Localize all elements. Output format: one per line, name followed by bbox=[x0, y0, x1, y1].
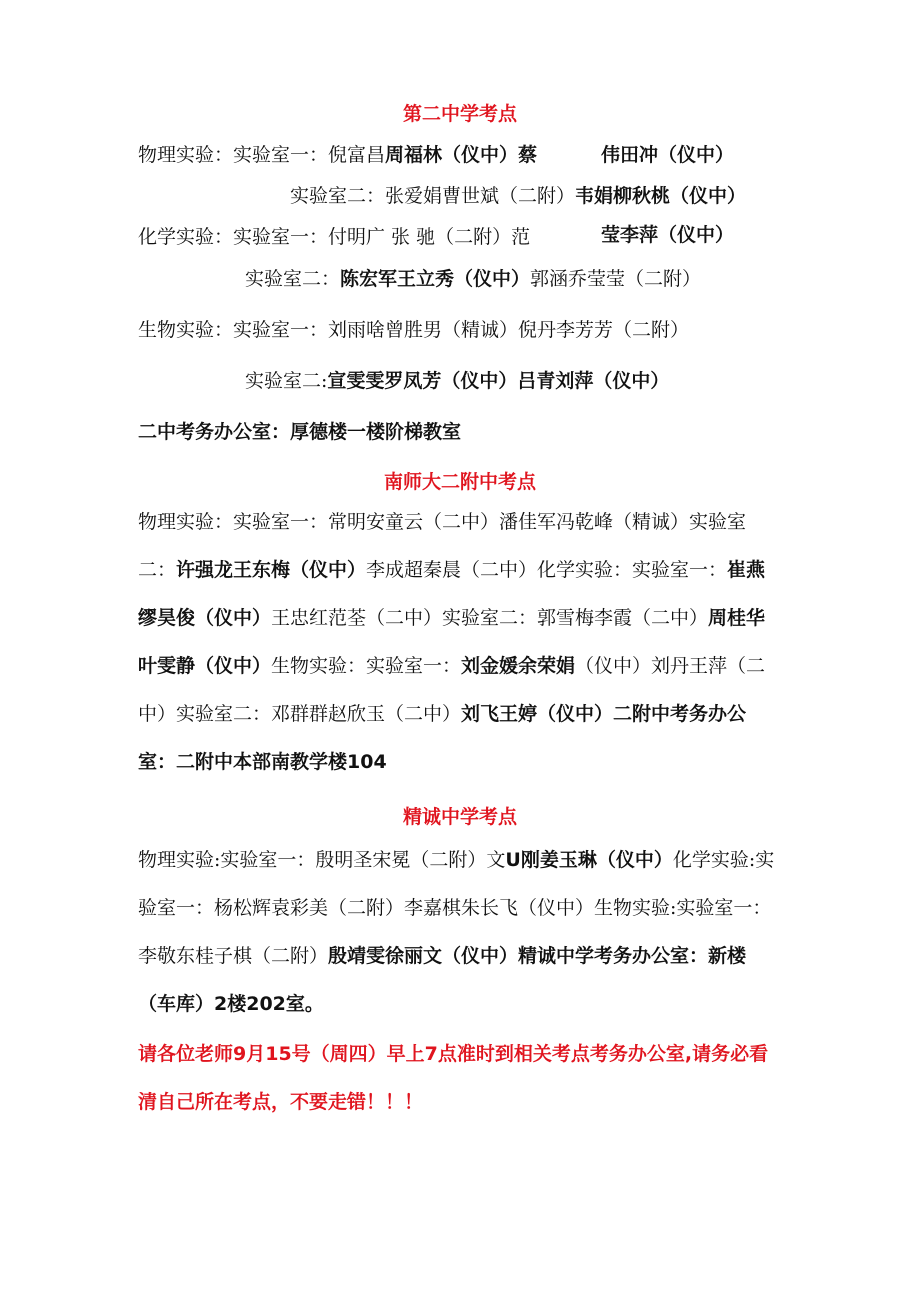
line-bio-room1: 生物实验：实验室一：刘雨啥曾胜男（精诚）倪丹李芳芳（二附） bbox=[138, 319, 690, 341]
text: （仪中）刘丹王萍（二中）实验室二：邓群群赵欣玉（二中） bbox=[138, 655, 766, 725]
text-bold: 殷靖雯徐丽文（仪中）精诚中学考务办公室：新楼（车库）2楼202室。 bbox=[138, 945, 747, 1015]
text: 化学实验:实验室一：杨松辉袁彩美（二附）李嘉棋朱长飞（仪中）生物实验:实验室一：李敬东桂子棋（二附） bbox=[138, 849, 775, 967]
line-physics-room1 bbox=[138, 140, 537, 167]
notice-text: 请各位老师9月15号（周四）早上7点准时到相关考点考务办公室,请务必看清自己所在考点，不要走错！！！ bbox=[138, 1043, 769, 1113]
section-title-erzhong: 第二中学考点 bbox=[402, 103, 517, 125]
text-bold: 宣雯雯罗凤芳（仪中）吕青刘萍（仪中） bbox=[327, 370, 670, 392]
paragraph-jingcheng bbox=[138, 836, 778, 1028]
line-physics-room1-cont: 伟田冲（仪中） bbox=[601, 144, 735, 166]
text-bold: 崔燕缪昊俊（仪中） bbox=[138, 559, 766, 629]
text-bold: 韦娟柳秋桃（仪中） bbox=[575, 185, 747, 207]
section-title-jingcheng: 精诚中学考点 bbox=[402, 806, 517, 828]
text-bold: 许强龙王东梅（仪中） bbox=[176, 559, 367, 581]
line-bio-room2 bbox=[245, 366, 669, 393]
line-chem-room1-cont: 莹李萍（仪中） bbox=[601, 224, 735, 246]
text-bold: 刘飞王婷（仪中）二附中考务办公室：二附中本部南教学楼104 bbox=[138, 703, 747, 773]
text: 王忠红范荃（二中）实验室二：郭雪梅李霞（二中） bbox=[271, 607, 709, 629]
paragraph-erfuzhong bbox=[138, 498, 778, 786]
text-bold: 陈宏军王立秀（仪中） bbox=[340, 268, 531, 290]
text: 生物实验：实验室一： bbox=[271, 655, 462, 677]
text: 实验室二: bbox=[245, 370, 328, 392]
text-bold: 周桂华叶雯静（仪中） bbox=[138, 607, 766, 677]
text: 物理实验：实验室一：常明安童云（二中）潘佳军冯乾峰（精诚）实验室二： bbox=[138, 511, 747, 581]
text: 实验室二：张爱娟曹世斌（二附） bbox=[290, 185, 576, 207]
text: 郭涵乔莹莹（二附） bbox=[530, 268, 702, 290]
line-physics-room2 bbox=[290, 181, 746, 208]
line-erzhong-office: 二中考务办公室：厚德楼一楼阶梯教室 bbox=[138, 421, 462, 443]
text-bold: 周福林（仪中）蔡 bbox=[385, 144, 538, 166]
text: 物理实验:实验室一：殷明圣宋冕（二附）文 bbox=[138, 849, 506, 871]
line-chem-room2 bbox=[245, 264, 701, 291]
text: 物理实验：实验室一：倪富昌 bbox=[138, 144, 386, 166]
text: 实验室二： bbox=[245, 268, 341, 290]
line-chem-room1: 化学实验：实验室一：付明广 张 驰（二附）范 bbox=[138, 226, 531, 248]
text: 李成超秦晨（二中）化学实验：实验室一： bbox=[366, 559, 728, 581]
text-bold: 刘金媛余荣娟 bbox=[461, 655, 576, 677]
section-title-erfuzhong: 南师大二附中考点 bbox=[383, 471, 536, 493]
text-bold: U刚姜玉琳（仪中） bbox=[505, 849, 673, 871]
